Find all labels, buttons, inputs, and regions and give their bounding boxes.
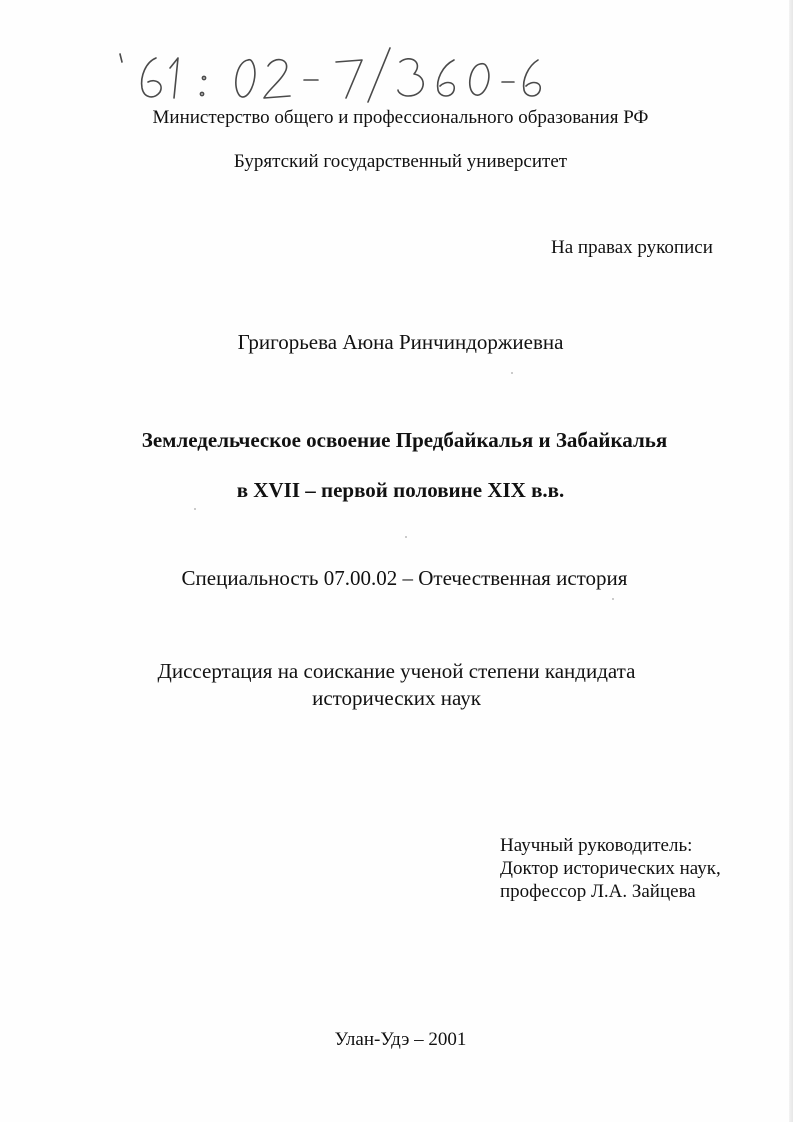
rights-note: На правах рукописи <box>551 237 713 258</box>
scan-speck <box>405 536 407 538</box>
dissertation-line-1: Диссертация на соискание ученой степени кандидата <box>157 659 636 683</box>
dissertation-line-2: исторических наук <box>312 686 481 710</box>
scan-speck <box>612 598 614 600</box>
advisor-degree: Доктор исторических наук, <box>500 858 721 879</box>
scan-speck <box>194 508 196 510</box>
scientific-advisor <box>500 834 721 903</box>
handwritten-archive-number <box>118 40 588 110</box>
ministry-name: Министерство общего и профессионального образования РФ <box>152 107 649 128</box>
specialty: Специальность 07.00.02 – Отечественная история <box>181 566 628 590</box>
thesis-title-line-2: в XVII – первой половине XIX в.в. <box>236 478 565 502</box>
place-and-year: Улан-Удэ – 2001 <box>334 1029 467 1050</box>
advisor-role: Научный руководитель: <box>500 835 693 856</box>
university-name: Бурятский государственный университет <box>233 151 568 172</box>
thesis-title-line-1: Земледельческое освоение Предбайкалья и Забайкалья <box>141 428 668 452</box>
author-name: Григорьева Аюна Ринчиндоржиевна <box>237 330 564 354</box>
advisor-name: профессор Л.А. Зайцева <box>500 881 696 902</box>
dissertation-statement <box>0 658 793 712</box>
scan-speck <box>511 372 513 374</box>
